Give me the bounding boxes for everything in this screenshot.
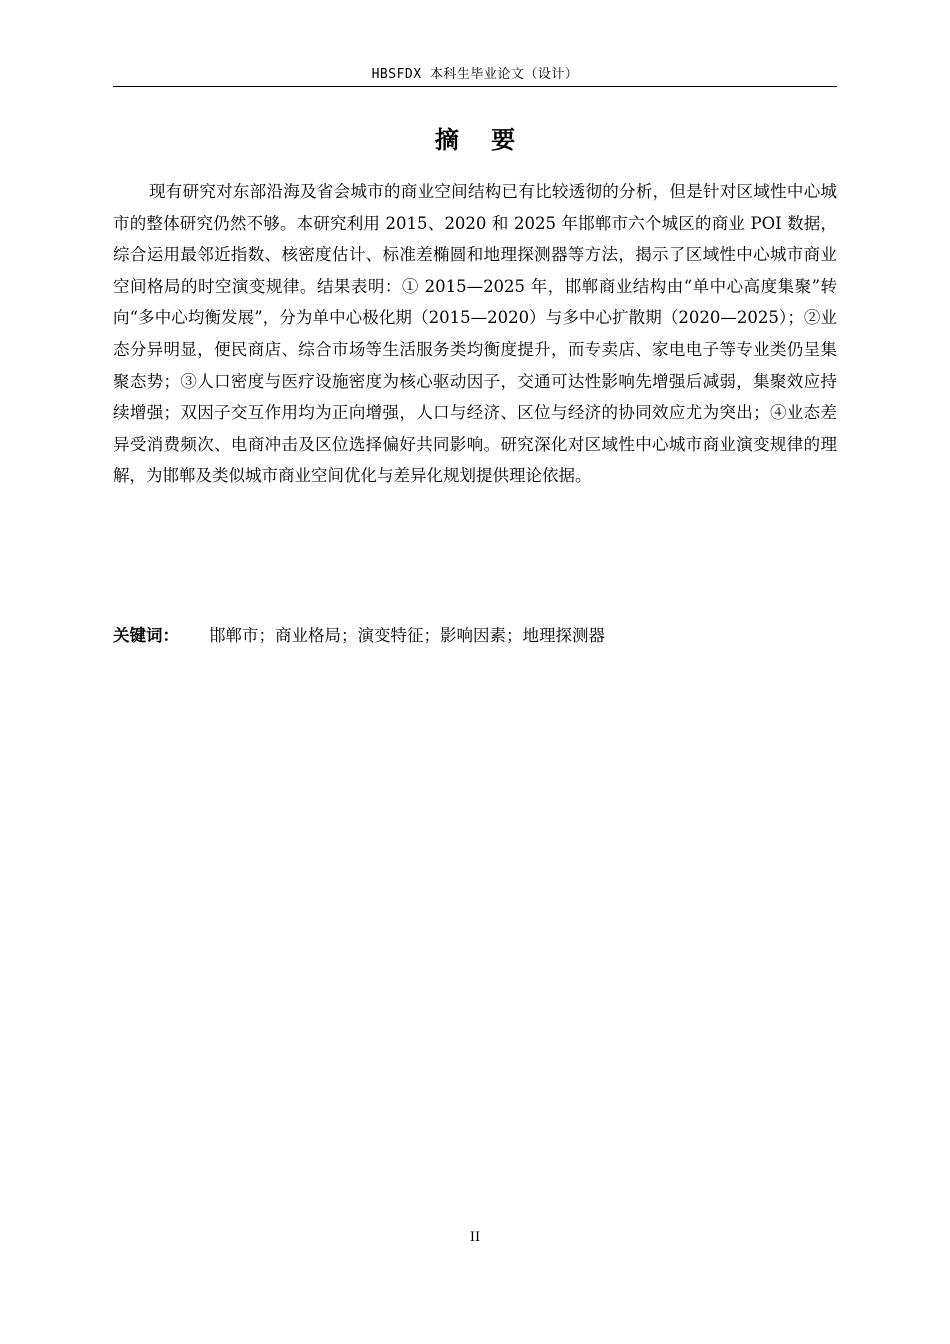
keywords-value: 邯郸市；商业格局；演变特征；影响因素；地理探测器 — [209, 626, 605, 645]
header-rule — [113, 86, 837, 87]
keywords-label: 关键词： — [113, 626, 179, 645]
page-number: II — [469, 1230, 481, 1245]
abstract-title: 摘 要 — [434, 126, 528, 154]
running-header: HBSFDX 本科生毕业论文（设计） — [371, 67, 579, 82]
abstract-body: 现有研究对东部沿海及省会城市的商业空间结构已有比较透彻的分析，但是针对区域性中心城市的整体研究仍然不够。本研究利用 2015、2020 和 2025 年邯郸市六个城区的商业 POI 数据，综合运用最邻近指数、核密度估计、标准差椭圆和地理探测器等方法，揭示了区域性中心城市商业空间格局的时空演变规律。结果表明：① 2015—2025 年，邯郸商业结构由“单中心高度集聚”转向“多中心均衡发展”，分为单中心极化期（2015—2020）与多中心扩散期（2020—2025）；②业态分异明显，便民商店、综合市场等生活服务类均衡度提升，而专卖店、家电电子等专业类仍呈集聚态势；③人口密度与医疗设施密度为核心驱动因子，交通可达性影响先增强后减弱，集聚效应持续增强；双因子交互作用均为正向增强，人口与经济、区位与经济的协同效应尤为突出；④业态差异受消费频次、电商冲击及区位选择偏好共同影响。研究深化对区域性中心城市商业演变规律的理解，为邯郸及类似城市商业空间优化与差异化规划提供理论依据。 — [113, 182, 837, 486]
keywords-line — [113, 622, 837, 650]
